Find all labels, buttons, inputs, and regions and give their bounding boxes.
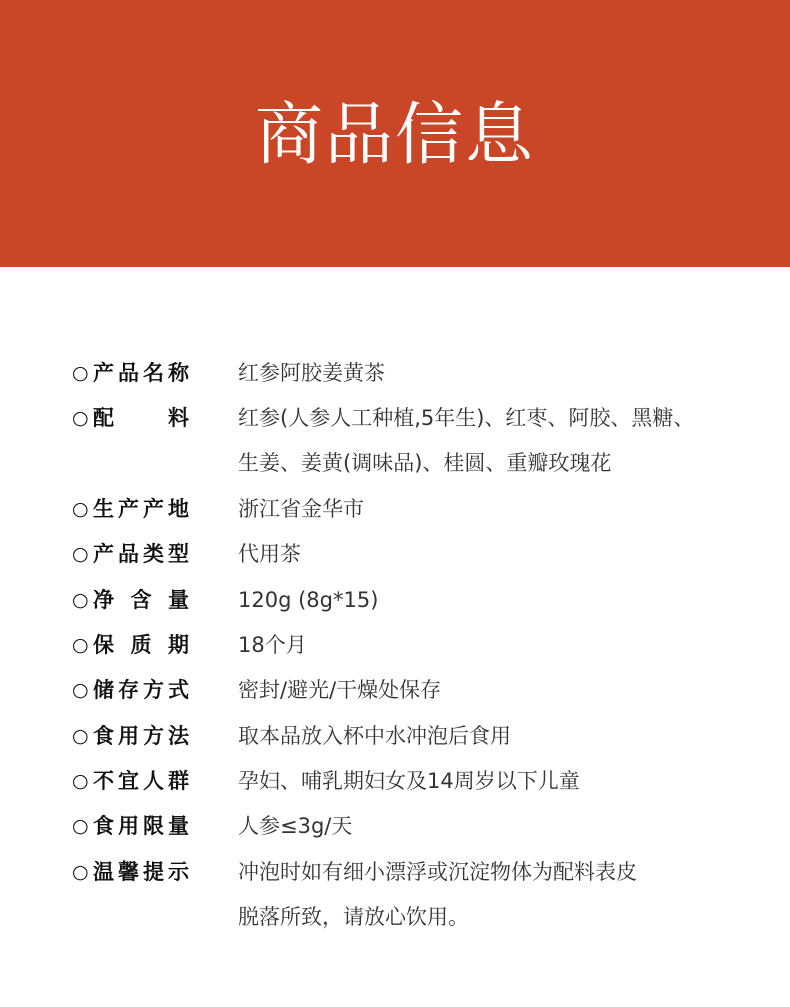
info-value: 浙江省金华市 [238,497,364,521]
info-value: 冲泡时如有细小漂浮或沉淀物体为配料表皮 [238,860,637,884]
info-value: 密封/避光/干燥处保存 [238,678,442,702]
info-label: 食 用 方 法 [93,724,189,748]
page-title: 商品信息 [254,96,535,175]
circle-bullet-icon: ○ [72,362,89,384]
circle-bullet-icon: ○ [72,861,89,883]
info-value: 18个月 [238,633,307,657]
circle-bullet-icon: ○ [72,679,89,701]
info-label: 产 品 类 型 [93,542,189,566]
info-value: 孕妇、哺乳期妇女及14周岁以下儿童 [238,769,580,793]
info-value: 人参≤3g/天 [238,814,353,838]
info-label: 配 料 [93,406,189,430]
circle-bullet-icon: ○ [72,407,89,429]
header-banner [0,0,790,267]
info-value: 红参阿胶姜黄茶 [238,361,385,385]
info-value: 120g (8g*15) [238,588,379,612]
info-value: 代用茶 [238,542,301,566]
info-label: 食 用 限 量 [93,814,189,838]
circle-bullet-icon: ○ [72,634,89,656]
info-value: 取本品放入杯中水冲泡后食用 [238,724,511,748]
info-label: 温 馨 提 示 [93,860,189,884]
info-label: 净 含 量 [93,588,189,612]
info-label: 不 宜 人 群 [93,769,189,793]
info-label: 储 存 方 式 [93,678,189,702]
info-value: 红参(人参人工种植,5年生)、红枣、阿胶、黑糖、 [238,406,695,430]
info-value-continued: 脱落所致，请放心饮用。 [238,905,469,929]
info-label: 保 质 期 [93,633,189,657]
circle-bullet-icon: ○ [72,498,89,520]
circle-bullet-icon: ○ [72,543,89,565]
info-label: 产 品 名 称 [93,361,189,385]
circle-bullet-icon: ○ [72,770,89,792]
circle-bullet-icon: ○ [72,815,89,837]
circle-bullet-icon: ○ [72,725,89,747]
circle-bullet-icon: ○ [72,589,89,611]
info-value-continued: 生姜、姜黄(调味品)、桂圆、重瓣玫瑰花 [238,451,612,475]
info-label: 生 产 产 地 [93,497,189,521]
